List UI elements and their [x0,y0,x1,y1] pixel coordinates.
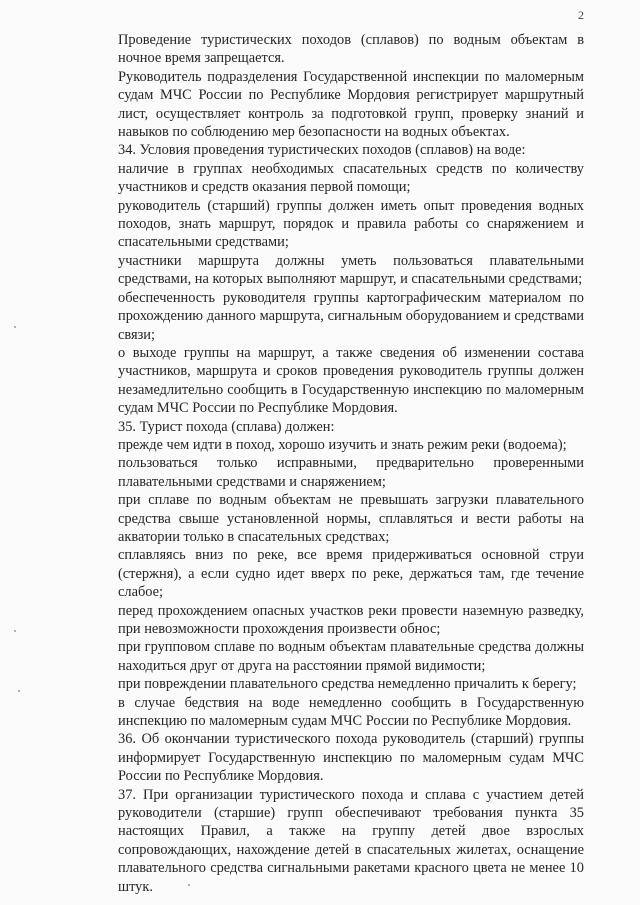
page-number: 2 [578,8,584,22]
paragraph-inspection-head: Руководитель подразделения Государственной инспекции по маломерным судам МЧС России по Республике Мордовия регистрирует маршрутный лист, осуществляет контроль за подготовкой групп, проверку знаний и навыков по соблюдению мер безопасности на водных объектах. [118,68,584,141]
scan-mark [14,326,16,328]
paragraph-34-item-4: обеспеченность руководителя группы картографическим материалом по прохождению данного маршрута, сигнальным оборудованием и средствами связи; [118,289,584,343]
paragraph-34-item-3: участники маршрута должны уметь пользоваться плавательными средствами, на которых выполняют маршрут, и спасательными средствами; [118,252,584,288]
scan-mark [14,630,16,632]
paragraph-35-heading: 35. Турист похода (сплава) должен: [118,418,335,435]
document-body [118,31,584,896]
paragraph-35-item-6: при групповом сплаве по водным объектам плавательные средства должны находиться друг от друга на расстоянии прямой видимости; [118,639,584,674]
paragraph-35-item-5: перед прохождением опасных участков реки провести наземную разведку, при невозможности прохождения произвести обнос; [118,602,584,637]
scan-mark [18,690,20,692]
paragraph-35-item-3: при сплаве по водным объектам не превышать загрузки плавательного средства свыше установленной нормы, сплавляться и вести работы на акватории только в спасательных средствах; [118,492,584,545]
paragraph-34-heading: 34. Условия проведения туристических походов (сплавов) на воде: [118,142,526,159]
paragraph-35-item-1: прежде чем идти в поход, хорошо изучить и знать режим реки (водоема); [118,436,567,453]
paragraph-night-prohibition: Проведение туристических походов (сплавов) по водным объектам в ночное время запрещается. [118,32,584,67]
paragraph-35-item-7: при повреждении плавательного средства немедленно причалить к берегу; [118,676,577,693]
paragraph-37: 37. При организации туристического похода и сплава с участием детей руководители (старшие) групп обеспечивают требования пункта 35 настоящих Правил, а также на группу детей двое взрослых сопровождающих, нахождение детей в спасательных жилетах, оснащение плавательного средства сигнальными ракетами красного цвета не менее 10 штук. [118,786,584,895]
paragraph-34-item-2: руководитель (старший) группы должен иметь опыт проведения водных походов, знать маршрут, порядок и правила работы со снаряжением и спасательными средствами; [118,197,584,251]
paragraph-36: 36. Об окончании туристического похода руководитель (старший) группы информирует Государственную инспекцию по маломерным судам МЧС России по Республике Мордовия. [118,731,584,785]
paragraph-34-item-5: о выходе группы на маршрут, а также сведения об изменении состава участников, маршрута и сроков проведения руководитель группы должен незамедлительно сообщить в Государственную инспекцию по маломерным судам МЧС России по Республике Мордовия. [118,344,584,417]
paragraph-35-item-8: в случае бедствия на воде немедленно сообщить в Государственную инспекцию по маломерным судам МЧС России по Республике Мордовия. [118,694,584,730]
paragraph-34-item-1: наличие в группах необходимых спасательных средств по количеству участников и средств оказания первой помощи; [118,160,584,196]
paragraph-35-item-4: сплавляясь вниз по реке, все время придерживаться основной струи (стержня), а если судно идет вверх по реке, держаться там, где течение слабое; [118,547,584,601]
paragraph-35-item-2: пользоваться только исправными, предварительно проверенными плавательными средствами и снаряжением; [118,455,584,490]
